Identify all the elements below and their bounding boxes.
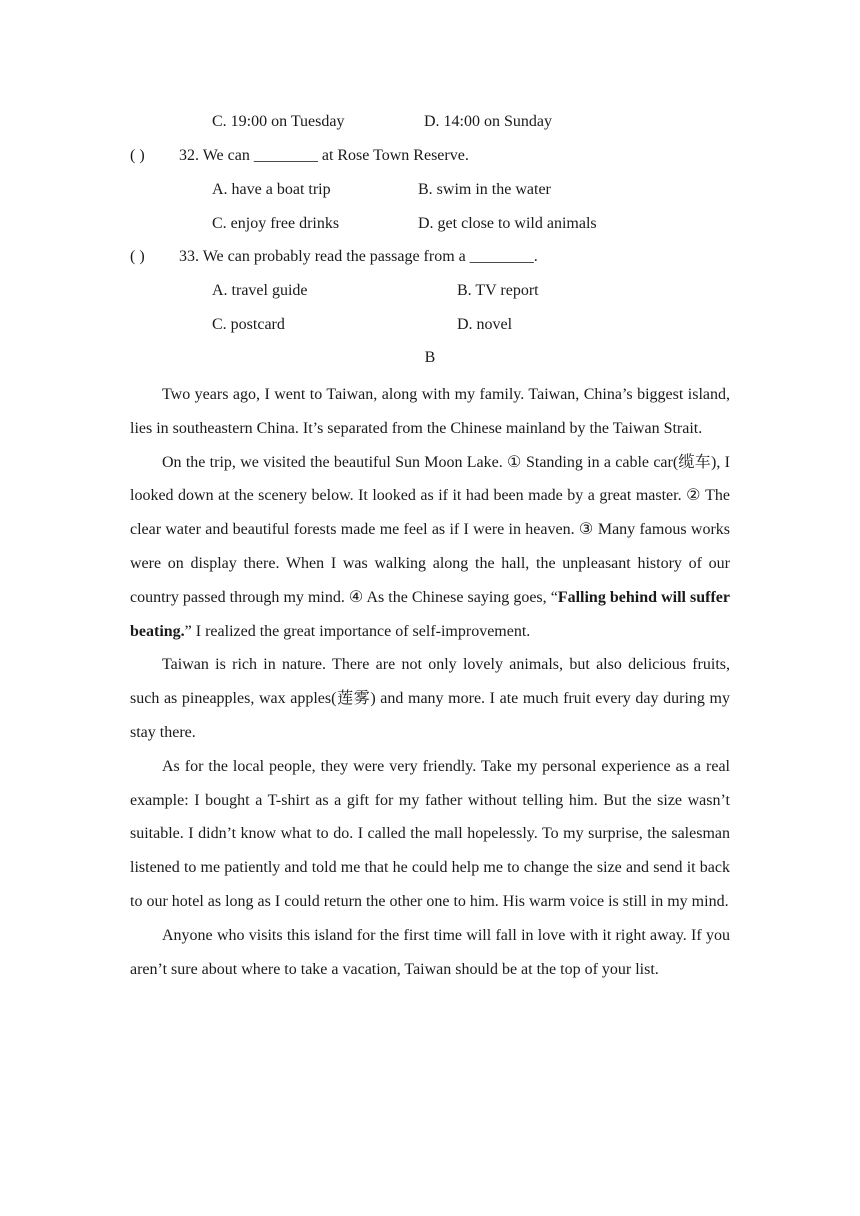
option-b: B. TV report bbox=[457, 282, 539, 299]
option-c: C. enjoy free drinks bbox=[212, 215, 340, 232]
option-d: D. 14:00 on Sunday bbox=[424, 113, 552, 130]
option-b: B. swim in the water bbox=[418, 181, 551, 198]
section-heading: B bbox=[424, 349, 436, 366]
option-c: C. 19:00 on Tuesday bbox=[212, 113, 345, 130]
paragraph-4: As for the local people, they were very friendly. Take my personal experience as a real example: I bought a T-shirt as a gift for my father without telling him. But the size wasn’t suitable. I didn’t know what to do. I called the mall hopelessly. To my surprise, the salesman listened to me patiently and told me that he could help me to change the size and send it back to our hotel as long as I could return the other one to him. His warm voice is still in my mind. bbox=[130, 757, 730, 910]
option-a: A. travel guide bbox=[212, 282, 308, 299]
exam-page: C. 19:00 on Tuesday D. 14:00 on Sunday ( ) 32. We can ________ at Rose Town Reserve. A. have a boat trip B. swim in the water C. enjoy free drinks D. get close to wild animals ( ) 33. We can probably read the passage from a ________. A. travel guide B. TV report C. postcard D. novel B Two years ago, I went to Taiwan, along with my family. Taiwan, China’s biggest island, lies in southeastern China. It’s separated from the Chinese mainland by the Taiwan Strait. On the trip, we visited the beautiful Sun Moon Lake. ① Standing in a cable car(缆车), I looked down at the scenery below. It looked as if it had been made by a great master. ② The clear water and beautiful forests made me feel as if I were in heaven. ③ Many famous works were on display there. When I was walking along the hall, the unpleasant history of our country passed through my mind. ④ As the Chinese saying goes, “Falling behind will suffer beating.” I realized the great importance of self-improvement. Taiwan is rich in nature. There are not only lovely animals, but also delicious fruits, such as pineapples, wax apples(莲雾) and many more. I ate much fruit every day during my stay there. As for the local people, they were very friendly. Take my personal experience as a real example: I bought a T-shirt as a gift for my father without telling him. But the size wasn’t suitable. I didn’t know what to do. I called the mall hopelessly. To my surprise, the salesman listened to me patiently and told me that he could help me to change the size and send it back to our hotel as long as I could return the other one to him. His warm voice is still in my mind. Anyone who visits this island for the first time will fall in love with it right away. If you aren’t sure about where to take a vacation, Taiwan should be at the top of your list. bbox=[0, 0, 860, 1216]
paragraph-2: On the trip, we visited the beautiful Sun Moon Lake. ① Standing in a cable car(缆车), I looked down at the scenery below. It looked as if it had been made by a great master. ② The clear water and beautiful forests made me feel as if I were in heaven. ③ Many famous works were on display there. When I was walking along the hall, the unpleasant history of our country passed through my mind. ④ As the Chinese saying goes, “Falling behind will suffer beating.” I realized the great importance of self-improvement. bbox=[130, 453, 730, 640]
option-d: D. novel bbox=[457, 316, 513, 333]
option-d: D. get close to wild animals bbox=[418, 215, 597, 232]
answer-blank[interactable]: ( ) bbox=[130, 147, 145, 164]
paragraph-5: Anyone who visits this island for the first time will fall in love with it right away. If you aren’t sure about where to take a vacation, Taiwan should be at the top of your list. bbox=[130, 926, 730, 978]
paragraph-1: Two years ago, I went to Taiwan, along with my family. Taiwan, China’s biggest island, lies in southeastern China. It’s separated from the Chinese mainland by the Taiwan Strait. bbox=[130, 386, 730, 437]
reading-passage bbox=[130, 378, 730, 986]
option-c: C. postcard bbox=[212, 316, 285, 333]
paragraph-3: Taiwan is rich in nature. There are not only lovely animals, but also delicious fruits, such as pineapples, wax apples(莲雾) and many more. I ate much fruit every day during my stay there. bbox=[130, 656, 730, 741]
option-a: A. have a boat trip bbox=[212, 181, 331, 198]
answer-blank[interactable]: ( ) bbox=[130, 248, 145, 265]
bold-saying: Falling behind will suffer beating. bbox=[130, 588, 730, 640]
